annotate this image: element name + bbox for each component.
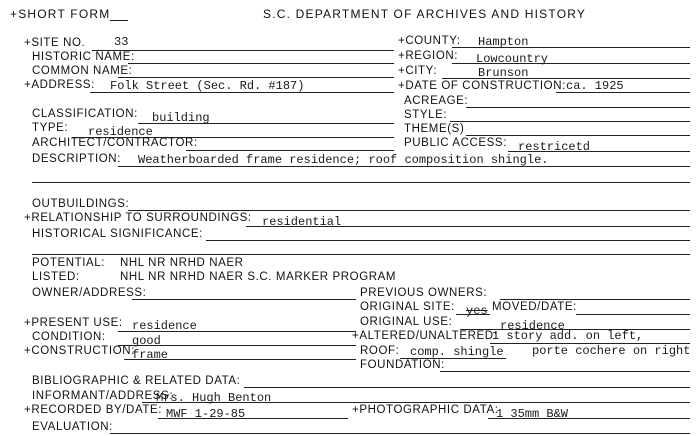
outbuildings-line [128, 210, 690, 211]
description-value: Weatherboarded frame residence; roof composition shingle. [138, 153, 549, 167]
moved-date-line [576, 314, 690, 315]
form-title: S.C. DEPARTMENT OF ARCHIVES AND HISTORY [263, 7, 587, 21]
present-use-value: residence [132, 319, 197, 333]
owner-address-label: OWNER/ADDRESS: [32, 287, 147, 299]
potential-label: POTENTIAL: [32, 257, 106, 269]
type-value: residence [88, 125, 153, 139]
description-line [118, 166, 690, 167]
moved-date-label: MOVED/DATE: [492, 301, 577, 313]
type-label: TYPE: [32, 122, 69, 134]
site-no-label: +SITE NO. [24, 37, 86, 49]
evaluation-label: EVALUATION: [32, 421, 113, 433]
city-label: +CITY: [398, 65, 438, 77]
potential-options: NHL NR NRHD NAER [120, 257, 244, 269]
historic-name-line [128, 63, 394, 64]
public-access-line [508, 151, 690, 152]
construction-label: +CONSTRUCTION: [24, 345, 135, 357]
style-line [450, 121, 690, 122]
altered-label: +ALTERED/UNALTERED: [352, 330, 498, 342]
previous-owners-line [500, 299, 690, 300]
region-label: +REGION: [398, 50, 459, 62]
date-construction-label: +DATE OF CONSTRUCTION: [398, 80, 566, 92]
county-line [452, 47, 690, 48]
themes-label: THEME(S) [404, 123, 465, 135]
bibliographic-label: BIBLIOGRAPHIC & RELATED DATA: [32, 375, 241, 387]
roof-label: ROOF: [360, 345, 400, 357]
public-access-label: PUBLIC ACCESS: [404, 137, 507, 149]
roof-value: comp. shingle [410, 345, 504, 359]
recorded-line [158, 418, 348, 419]
date-construction-value: ca. 1925 [566, 79, 624, 93]
original-site-value: yes [466, 304, 488, 318]
date-construction-line [556, 92, 690, 93]
construction-line [124, 359, 356, 360]
county-label: +COUNTY: [398, 35, 461, 47]
site-no-line [92, 50, 394, 51]
region-value: Lowcountry [476, 52, 549, 66]
region-line [452, 63, 690, 64]
classification-value: building [152, 111, 210, 125]
present-use-label: +PRESENT USE: [24, 317, 123, 329]
relationship-value: residential [262, 215, 342, 229]
short-form-line [110, 20, 128, 21]
address-label: +ADDRESS: [24, 79, 95, 91]
style-label: STYLE: [404, 109, 448, 121]
condition-label: CONDITION: [32, 331, 106, 343]
recorded-value: MWF 1-29-85 [166, 407, 246, 421]
original-use-value: residence [500, 319, 565, 333]
photographic-label: +PHOTOGRAPHIC DATA: [352, 404, 499, 416]
description-label: DESCRIPTION: [32, 153, 121, 165]
acreage-label: ACREAGE: [404, 95, 469, 107]
site-no-value: 33 [114, 35, 129, 49]
acreage-line [466, 107, 690, 108]
recorded-label: +RECORDED BY/DATE: [24, 404, 163, 416]
original-site-line [456, 314, 490, 315]
short-form-label: +SHORT FORM [10, 7, 111, 21]
evaluation-line [110, 433, 690, 434]
foundation-label: FOUNDATION: [360, 359, 445, 371]
original-use-label: ORIGINAL USE: [360, 316, 453, 328]
bibliographic-line [244, 387, 690, 388]
common-name-line [118, 77, 394, 78]
classification-label: CLASSIFICATION: [32, 108, 138, 120]
listed-options: NHL NR NRHD NAER S.C. MARKER PROGRAM [120, 271, 397, 283]
roof-extra-note: porte cochere on right [532, 344, 691, 358]
historical-significance-line [206, 240, 690, 241]
informant-line [142, 402, 690, 403]
historical-significance-label: HISTORICAL SIGNIFICANCE: [32, 228, 203, 240]
common-name-label: COMMON NAME: [32, 65, 133, 77]
informant-value: Mrs. Hugh Benton [156, 391, 272, 405]
condition-line [118, 345, 356, 346]
city-value: Brunson [478, 66, 529, 80]
altered-value: 1 story add. on left, [492, 329, 644, 343]
architect-label: ARCHITECT/CONTRACTOR: [32, 137, 198, 149]
informant-label: INFORMANT/ADDRESS: [32, 390, 174, 402]
public-access-value: restricetd [518, 140, 591, 154]
relationship-line [246, 226, 690, 227]
architect-line [186, 150, 394, 151]
historic-name-label: HISTORIC NAME: [32, 51, 135, 63]
foundation-line [440, 371, 690, 372]
construction-value: frame [132, 348, 169, 362]
description-line-2 [32, 182, 690, 183]
address-value: Folk Street (Sec. Rd. #187) [110, 79, 305, 93]
themes-line [466, 135, 690, 136]
present-use-line [118, 331, 356, 332]
photographic-value: 1 35mm B&W [496, 407, 569, 421]
listed-label: LISTED: [32, 271, 80, 283]
outbuildings-label: OUTBUILDINGS: [32, 198, 130, 210]
owner-address-line [132, 299, 356, 300]
historical-significance-line-2 [32, 254, 690, 255]
photographic-line [488, 418, 690, 419]
condition-value: good [132, 334, 161, 348]
county-value: Hampton [478, 35, 529, 49]
address-line [90, 92, 394, 93]
relationship-label: +RELATIONSHIP TO SURROUNDINGS: [24, 212, 252, 224]
classification-line [138, 123, 394, 124]
previous-owners-label: PREVIOUS OWNERS: [360, 287, 488, 299]
original-site-label: ORIGINAL SITE: [360, 301, 455, 313]
